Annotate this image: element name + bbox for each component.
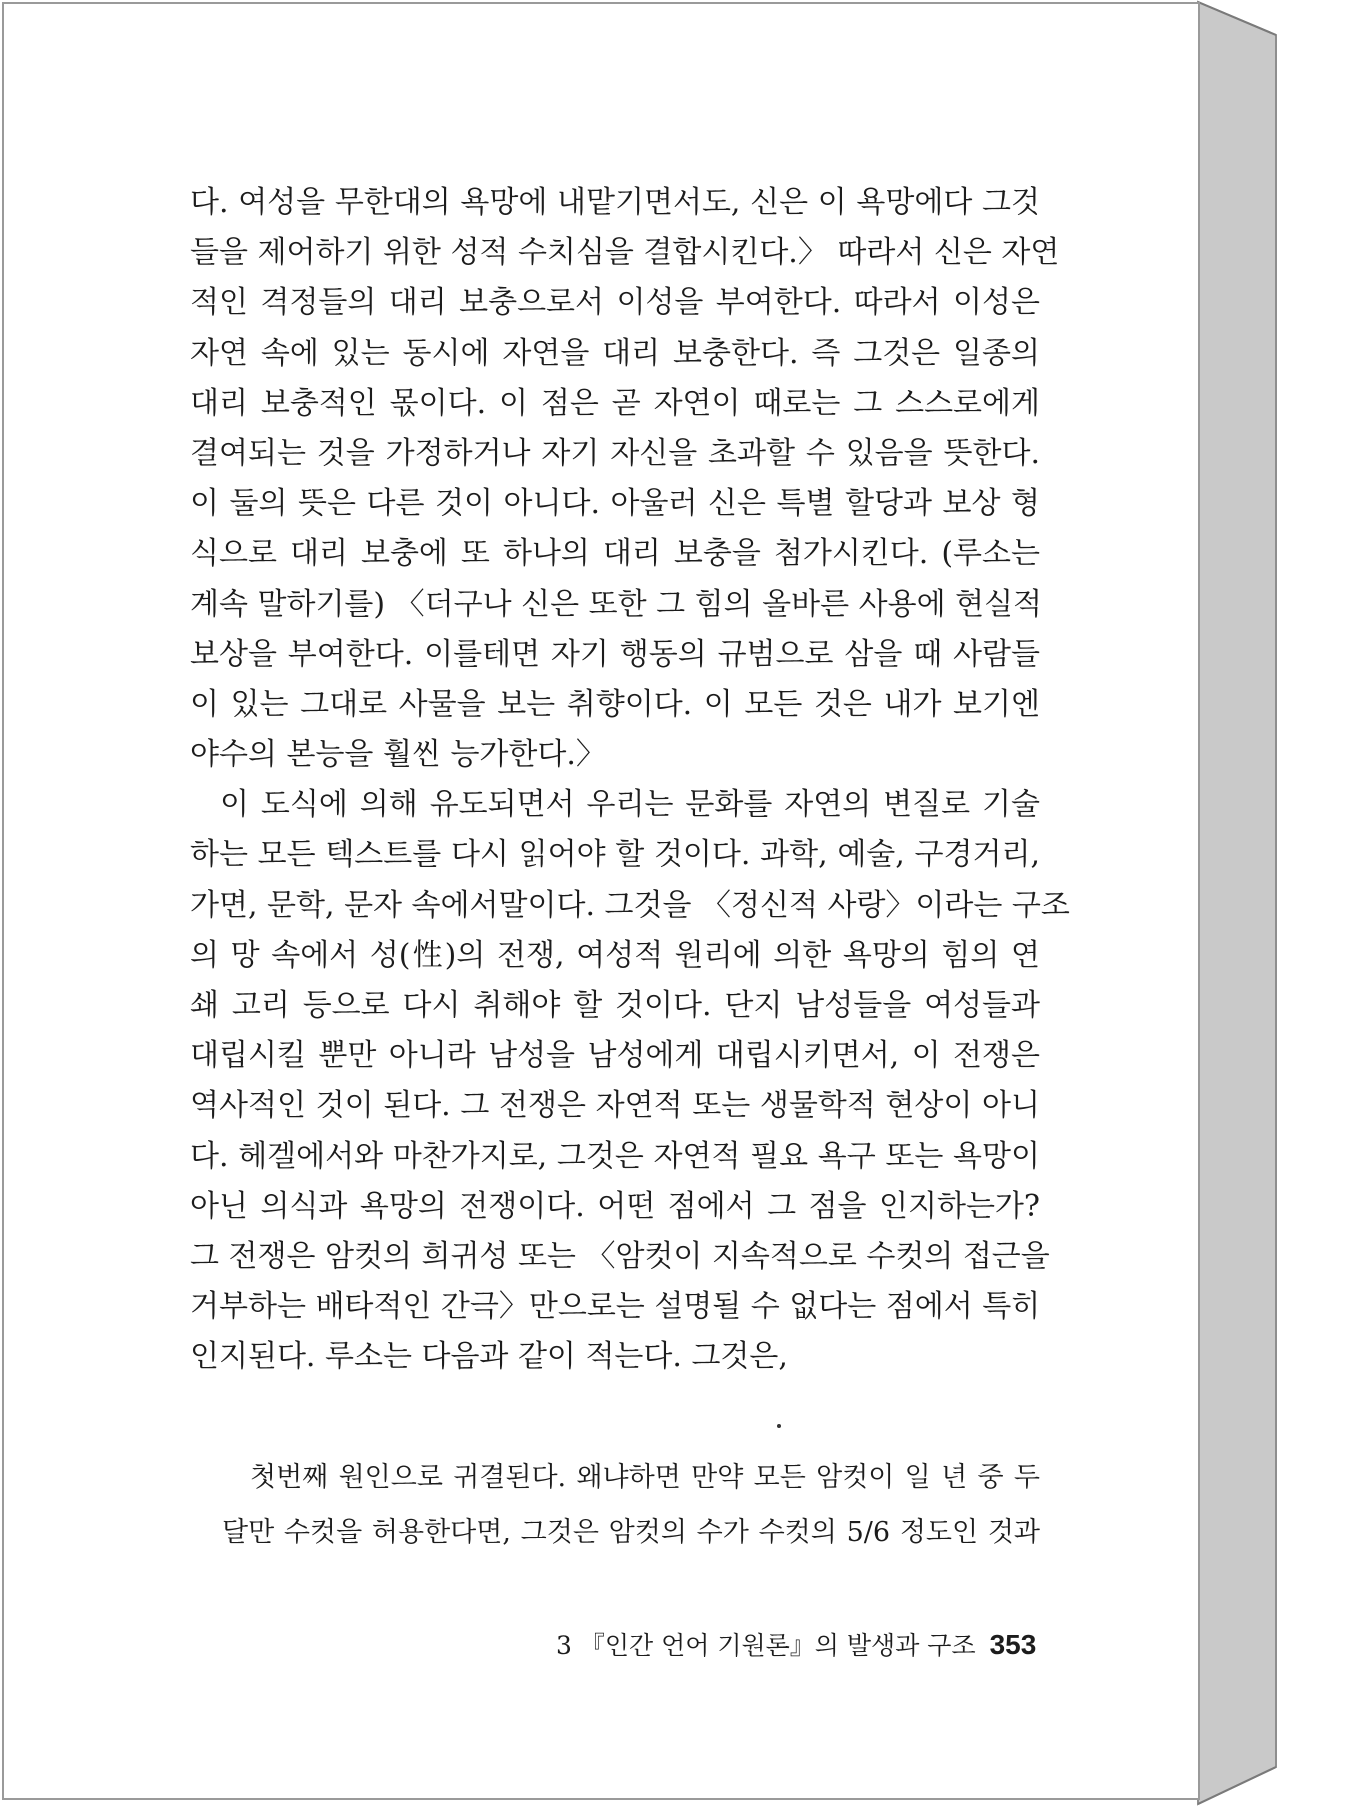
text-line: 가면, 문학, 문자 속에서말이다. 그것을 〈정신적 사랑〉이라는 구조 (190, 887, 1070, 923)
text-line: 그 전쟁은 암컷의 희귀성 또는 〈암컷이 지속적으로 수컷의 접근을 (190, 1238, 1050, 1274)
running-footer (556, 1626, 1037, 1662)
text-line: 쇄 고리 등으로 다시 취해야 할 것이다. 단지 남성들을 여성들과 (190, 988, 1040, 1023)
text-line: 적인 격정들의 대리 보충으로서 이성을 부여한다. 따라서 이성은 (190, 285, 1040, 321)
text-line: 다. 여성을 무한대의 욕망에 내맡기면서도, 신은 이 욕망에다 그것 (190, 185, 1040, 220)
text-line: 다. 헤겔에서와 마찬가지로, 그것은 자연적 필요 욕구 또는 욕망이 (190, 1138, 1040, 1174)
chapter-title: 3 『인간 언어 기원론』의 발생과 구조 (556, 1631, 976, 1660)
paragraph-start-line: 이 도식에 의해 유도되면서 우리는 문화를 자연의 변질로 기술 (220, 787, 1040, 823)
text-line: 의 망 속에서 성(性)의 전쟁, 여성적 원리에 의한 욕망의 힘의 연 (190, 937, 1040, 973)
text-line: 이 둘의 뜻은 다른 것이 아니다. 아울러 신은 특별 할당과 보상 형 (190, 486, 1040, 522)
block-quote (222, 1450, 1040, 1560)
body-text (190, 178, 1070, 1383)
print-speck (777, 1424, 781, 1428)
text-line: 결여되는 것을 가정하거나 자기 자신을 초과할 수 있음을 뜻한다. (190, 435, 1040, 471)
text-line: 거부하는 배타적인 간극〉만으로는 설명될 수 없다는 점에서 특히 (190, 1289, 1041, 1325)
text-line: 대립시킬 뿐만 아니라 남성을 남성에게 대립시키면서, 이 전쟁은 (190, 1038, 1040, 1074)
quote-line: 달만 수컷을 허용한다면, 그것은 암컷의 수가 수컷의 5/6 정도인 것과 (222, 1517, 1040, 1548)
text-line: 하는 모든 텍스트를 다시 읽어야 할 것이다. 과학, 예술, 구경거리, (190, 837, 1040, 873)
text-line: 아닌 의식과 욕망의 전쟁이다. 어떤 점에서 그 점을 인지하는가? (190, 1188, 1040, 1224)
text-line: 야수의 본능을 훨씬 능가한다.〉 (190, 737, 606, 773)
text-line: 인지된다. 루소는 다음과 같이 적는다. 그것은, (190, 1339, 788, 1375)
text-line: 들을 제어하기 위한 성적 수치심을 결합시킨다.〉 따라서 신은 자연 (190, 235, 1060, 271)
page-number: 353 (989, 1629, 1037, 1660)
text-line: 자연 속에 있는 동시에 자연을 대리 보충한다. 즉 그것은 일종의 (190, 335, 1040, 371)
text-line: 대리 보충적인 몫이다. 이 점은 곧 자연이 때로는 그 스스로에게 (190, 385, 1040, 421)
quote-line: 첫번째 원인으로 귀결된다. 왜냐하면 만약 모든 암컷이 일 년 중 두 (250, 1462, 1040, 1493)
text-line: 보상을 부여한다. 이를테면 자기 행동의 규범으로 삼을 때 사람들 (190, 636, 1040, 672)
text-line: 이 있는 그대로 사물을 보는 취향이다. 이 모든 것은 내가 보기엔 (190, 686, 1040, 722)
text-line: 역사적인 것이 된다. 그 전쟁은 자연적 또는 생물학적 현상이 아니 (190, 1088, 1040, 1124)
text-line: 식으로 대리 보충에 또 하나의 대리 보충을 첨가시킨다. (루소는 (190, 536, 1040, 572)
text-line: 계속 말하기를) 〈더구나 신은 또한 그 힘의 올바른 사용에 현실적 (190, 586, 1043, 622)
